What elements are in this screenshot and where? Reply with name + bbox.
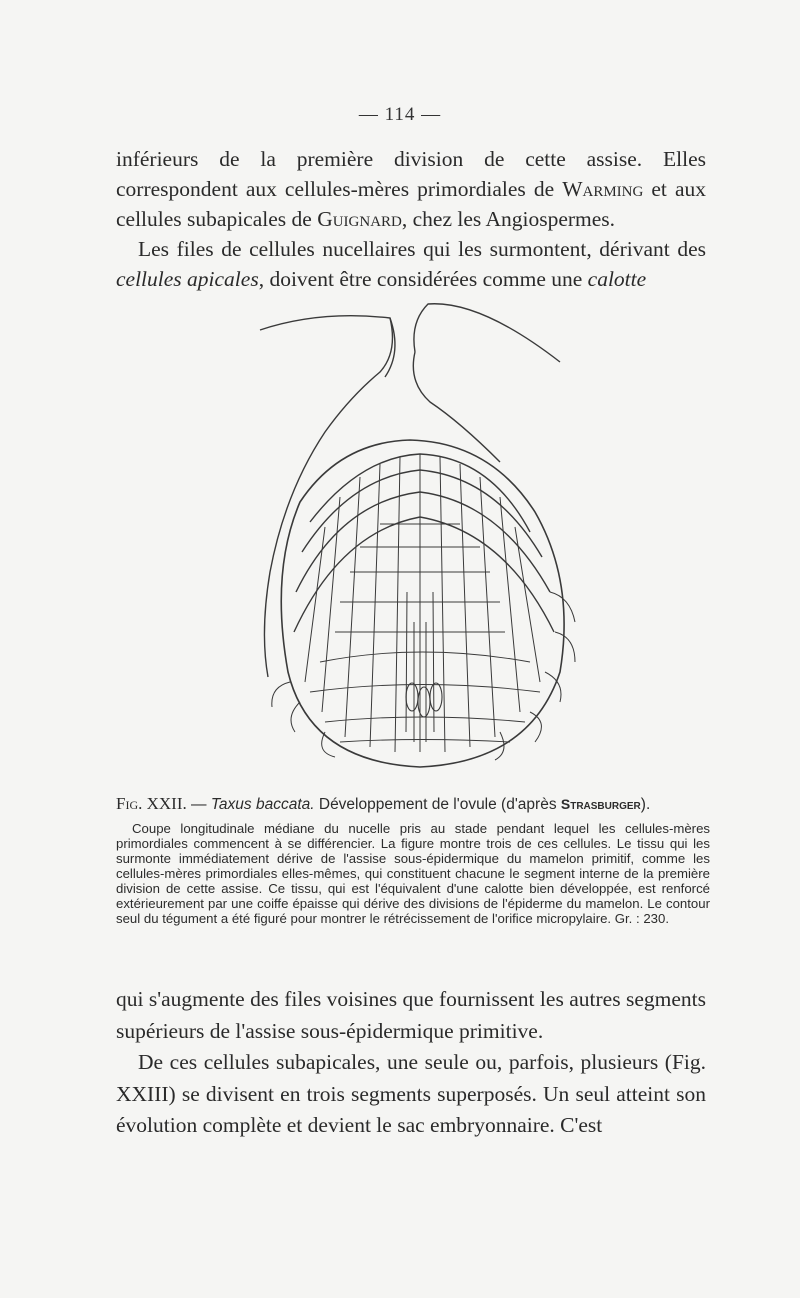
caption-heading [116, 792, 710, 817]
figure-xxii-ovule-drawing [230, 292, 600, 772]
paragraph-2 [116, 234, 706, 294]
integument-right-inner [413, 352, 500, 462]
author-guignard: Guignard [317, 207, 402, 231]
figure-label: Fig. XXII. [116, 794, 187, 813]
ovule-illustration [230, 292, 600, 772]
top-text [116, 144, 706, 294]
text-run: , chez les Angiospermes. [401, 207, 616, 231]
species-name: Taxus baccata. [210, 796, 315, 813]
mother-cell-1 [406, 683, 418, 711]
paragraph-1 [116, 144, 706, 234]
paragraph-3: qui s'augmente des files voisines que fournissent les autres segments supérieurs de l'assise sous-épidermique primitive. [116, 987, 706, 1043]
author-warming: Warming [562, 177, 644, 201]
integument-left-outline [260, 316, 392, 677]
text-run: Les files de cellules nucellaires qui les surmontent, dérivant des [138, 237, 706, 261]
paragraph-4: De ces cellules subapicales, une seule ou, parfois, plusieurs (Fig. XXIII) se divisent en trois segments superposés. Un seul atteint son évolution complète et devient le sac embryonnaire. C'est [116, 1050, 706, 1137]
nucellus-outline [281, 440, 564, 767]
cap-arc-4 [294, 517, 554, 632]
caption-title-end: ). [640, 796, 651, 813]
text-run: et aux cellules subapicales de [116, 177, 707, 231]
term-calotte: calotte [587, 267, 647, 291]
caption-author: Strasburger [560, 796, 641, 812]
cap-arc-2 [302, 470, 542, 557]
caption-dash: — [186, 796, 211, 813]
cell-files [305, 454, 540, 752]
page-number: — 114 — [358, 104, 442, 125]
figure-caption [116, 792, 710, 926]
caption-title: Développement de l'ovule (d'après [314, 796, 561, 813]
term-cellules-apicales: cellules apicales [116, 267, 259, 291]
cap-arc-3 [296, 492, 550, 592]
integument-inner-left [385, 318, 395, 377]
caption-body: Coupe longitudinale médiane du nucelle pris au stade pendant lequel les cellules-mères primordiales commencent à se différencier. La figure montre trois de ces cellules. Le tissu qui les surmonte immédiatement dérive de l'assise sous-épidermique du mamelon primitif, comme les cellules-mères primordiales elles-mêmes, qui constituent chacune le segment interne de la première division de cette assise. Ce tissu, qui est l'équivalent d'une calotte bien développée, est renforcé extérieurement par une coiffe épaisse qui dérive des divisions de l'épiderme du mamelon. Le contour seul du tégument a été figuré pour montrer le rétrécissement de l'orifice micropylaire. Gr. : 230. [116, 821, 710, 926]
text-run: , doivent être considérées comme une [258, 267, 588, 291]
mother-cell-3 [430, 683, 442, 711]
bottom-text [116, 984, 706, 1142]
integument-right-outline [414, 304, 560, 362]
text-run: inférieurs de la première division de cette assise. Elles correspondent aux cellules-mères primordiales de [116, 147, 706, 201]
